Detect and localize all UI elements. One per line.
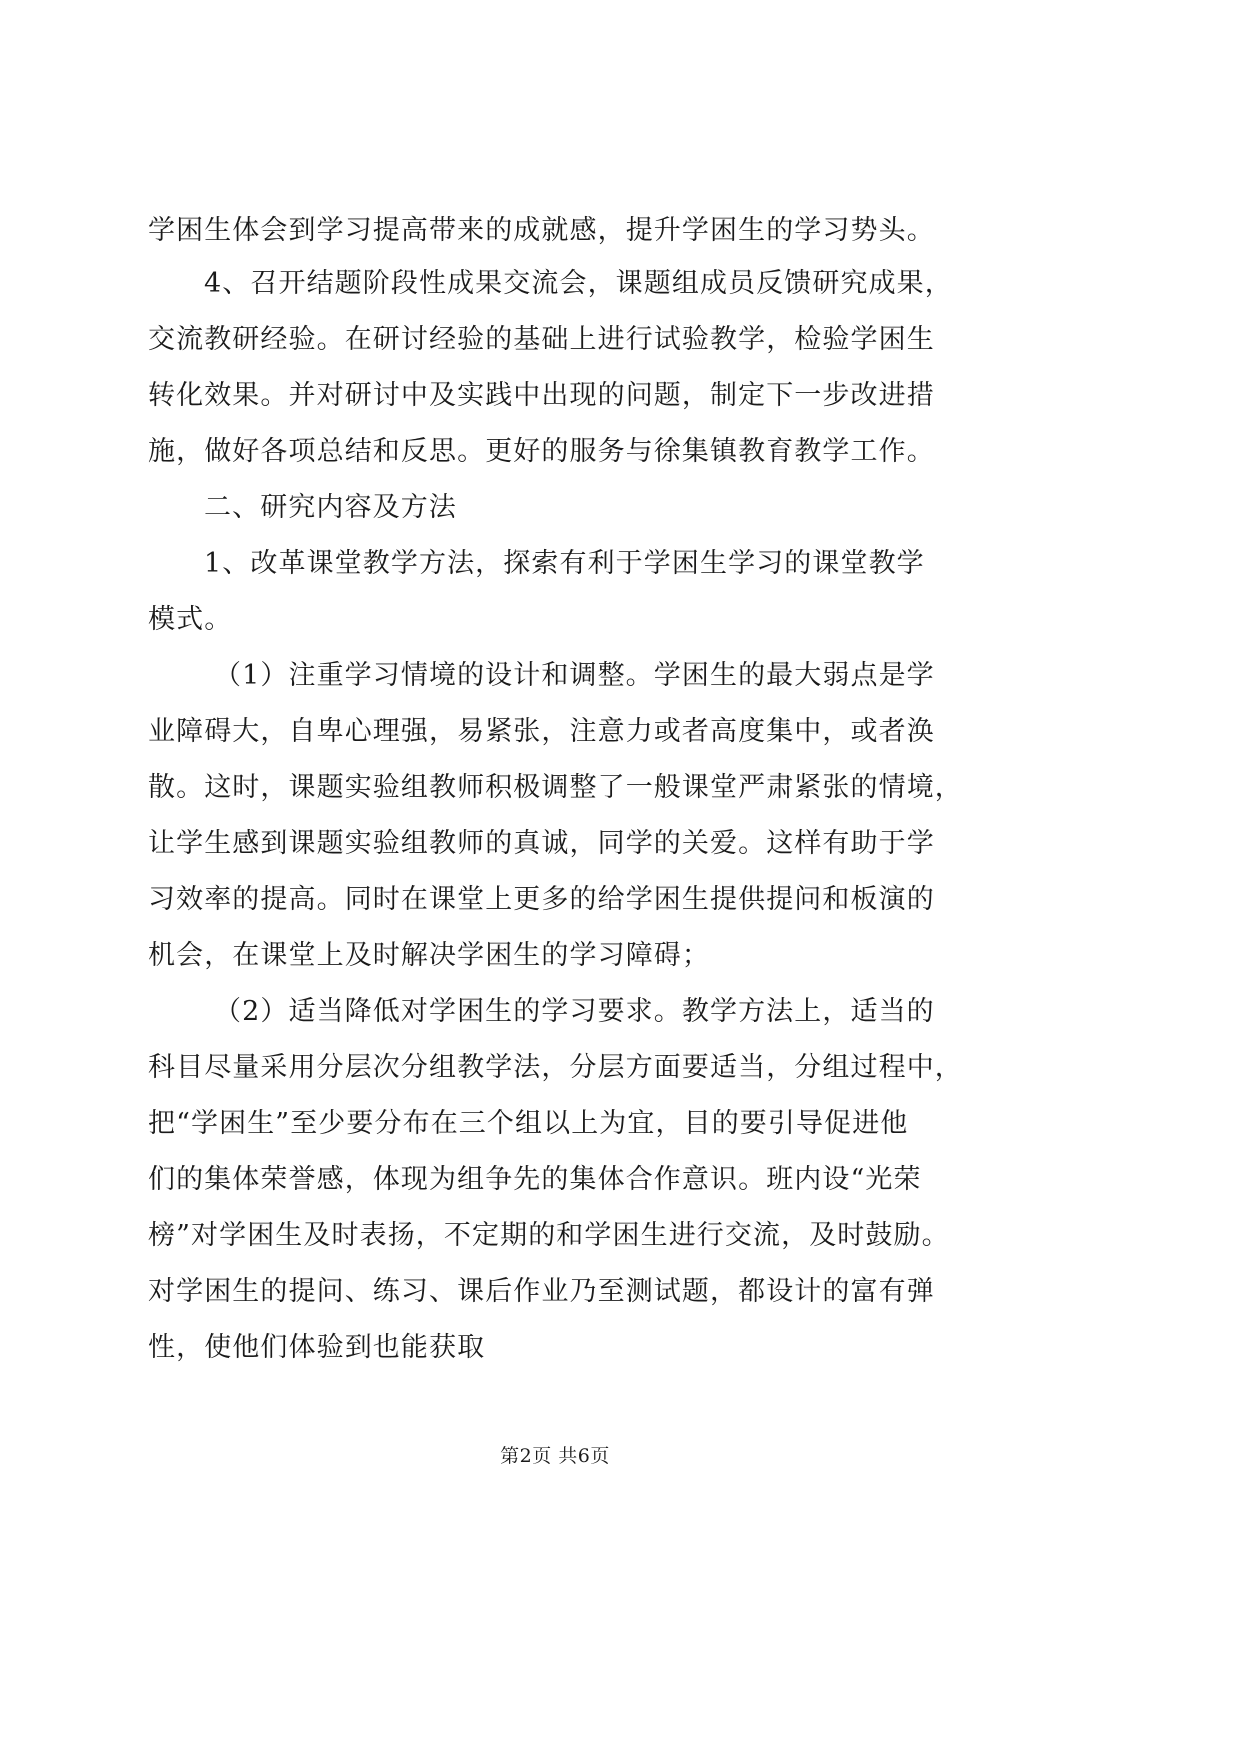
text-line-19: 榜”对学困生及时表扬，不定期的和学困生进行交流，及时鼓励。 [148,1220,950,1251]
text-line-10: 业障碍大，自卑心理强，易紧张，注意力或者高度集中，或者涣 [148,716,935,747]
text-line-17: 把“学困生”至少要分布在三个组以上为宜，目的要引导促进他 [148,1108,909,1139]
text-line-18: 们的集体荣誉感，体现为组争先的集体合作意识。班内设“光荣 [148,1164,922,1195]
text-line-2: 4、召开结题阶段性成果交流会，课题组成员反馈研究成果， [204,268,953,299]
text-line-11: 散。这时，课题实验组教师积极调整了一般课堂严肃紧张的情境， [148,772,963,803]
text-line-12: 让学生感到课题实验组教师的真诚，同学的关爱。这样有助于学 [148,828,935,859]
text-line-5: 施，做好各项总结和反思。更好的服务与徐集镇教育教学工作。 [148,436,935,467]
text-line-3: 交流教研经验。在研讨经验的基础上进行试验教学，检验学困生 [148,324,935,355]
text-line-8: 模式。 [148,604,233,635]
text-line-1: 学困生体会到学习提高带来的成就感，提升学困生的学习势头。 [148,215,935,246]
text-line-14: 机会，在课堂上及时解决学困生的学习障碍； [148,940,710,971]
text-line-4: 转化效果。并对研讨中及实践中出现的问题，制定下一步改进措 [148,380,935,411]
page-number-footer: 第2页 共6页 [500,1445,610,1467]
text-line-7: 1、改革课堂教学方法，探索有利于学困生学习的课堂教学 [204,548,925,579]
text-line-20: 对学困生的提问、练习、课后作业乃至测试题，都设计的富有弹 [148,1276,935,1307]
text-line-16: 科目尽量采用分层次分组教学法，分层方面要适当，分组过程中， [148,1052,963,1083]
text-line-9: （1）注重学习情境的设计和调整。学困生的最大弱点是学 [214,660,935,691]
text-line-13: 习效率的提高。同时在课堂上更多的给学困生提供提问和板演的 [148,884,935,915]
section-heading: 二、研究内容及方法 [204,492,457,523]
text-line-21: 性，使他们体验到也能获取 [148,1332,486,1363]
text-line-15: （2）适当降低对学困生的学习要求。教学方法上，适当的 [214,996,935,1027]
